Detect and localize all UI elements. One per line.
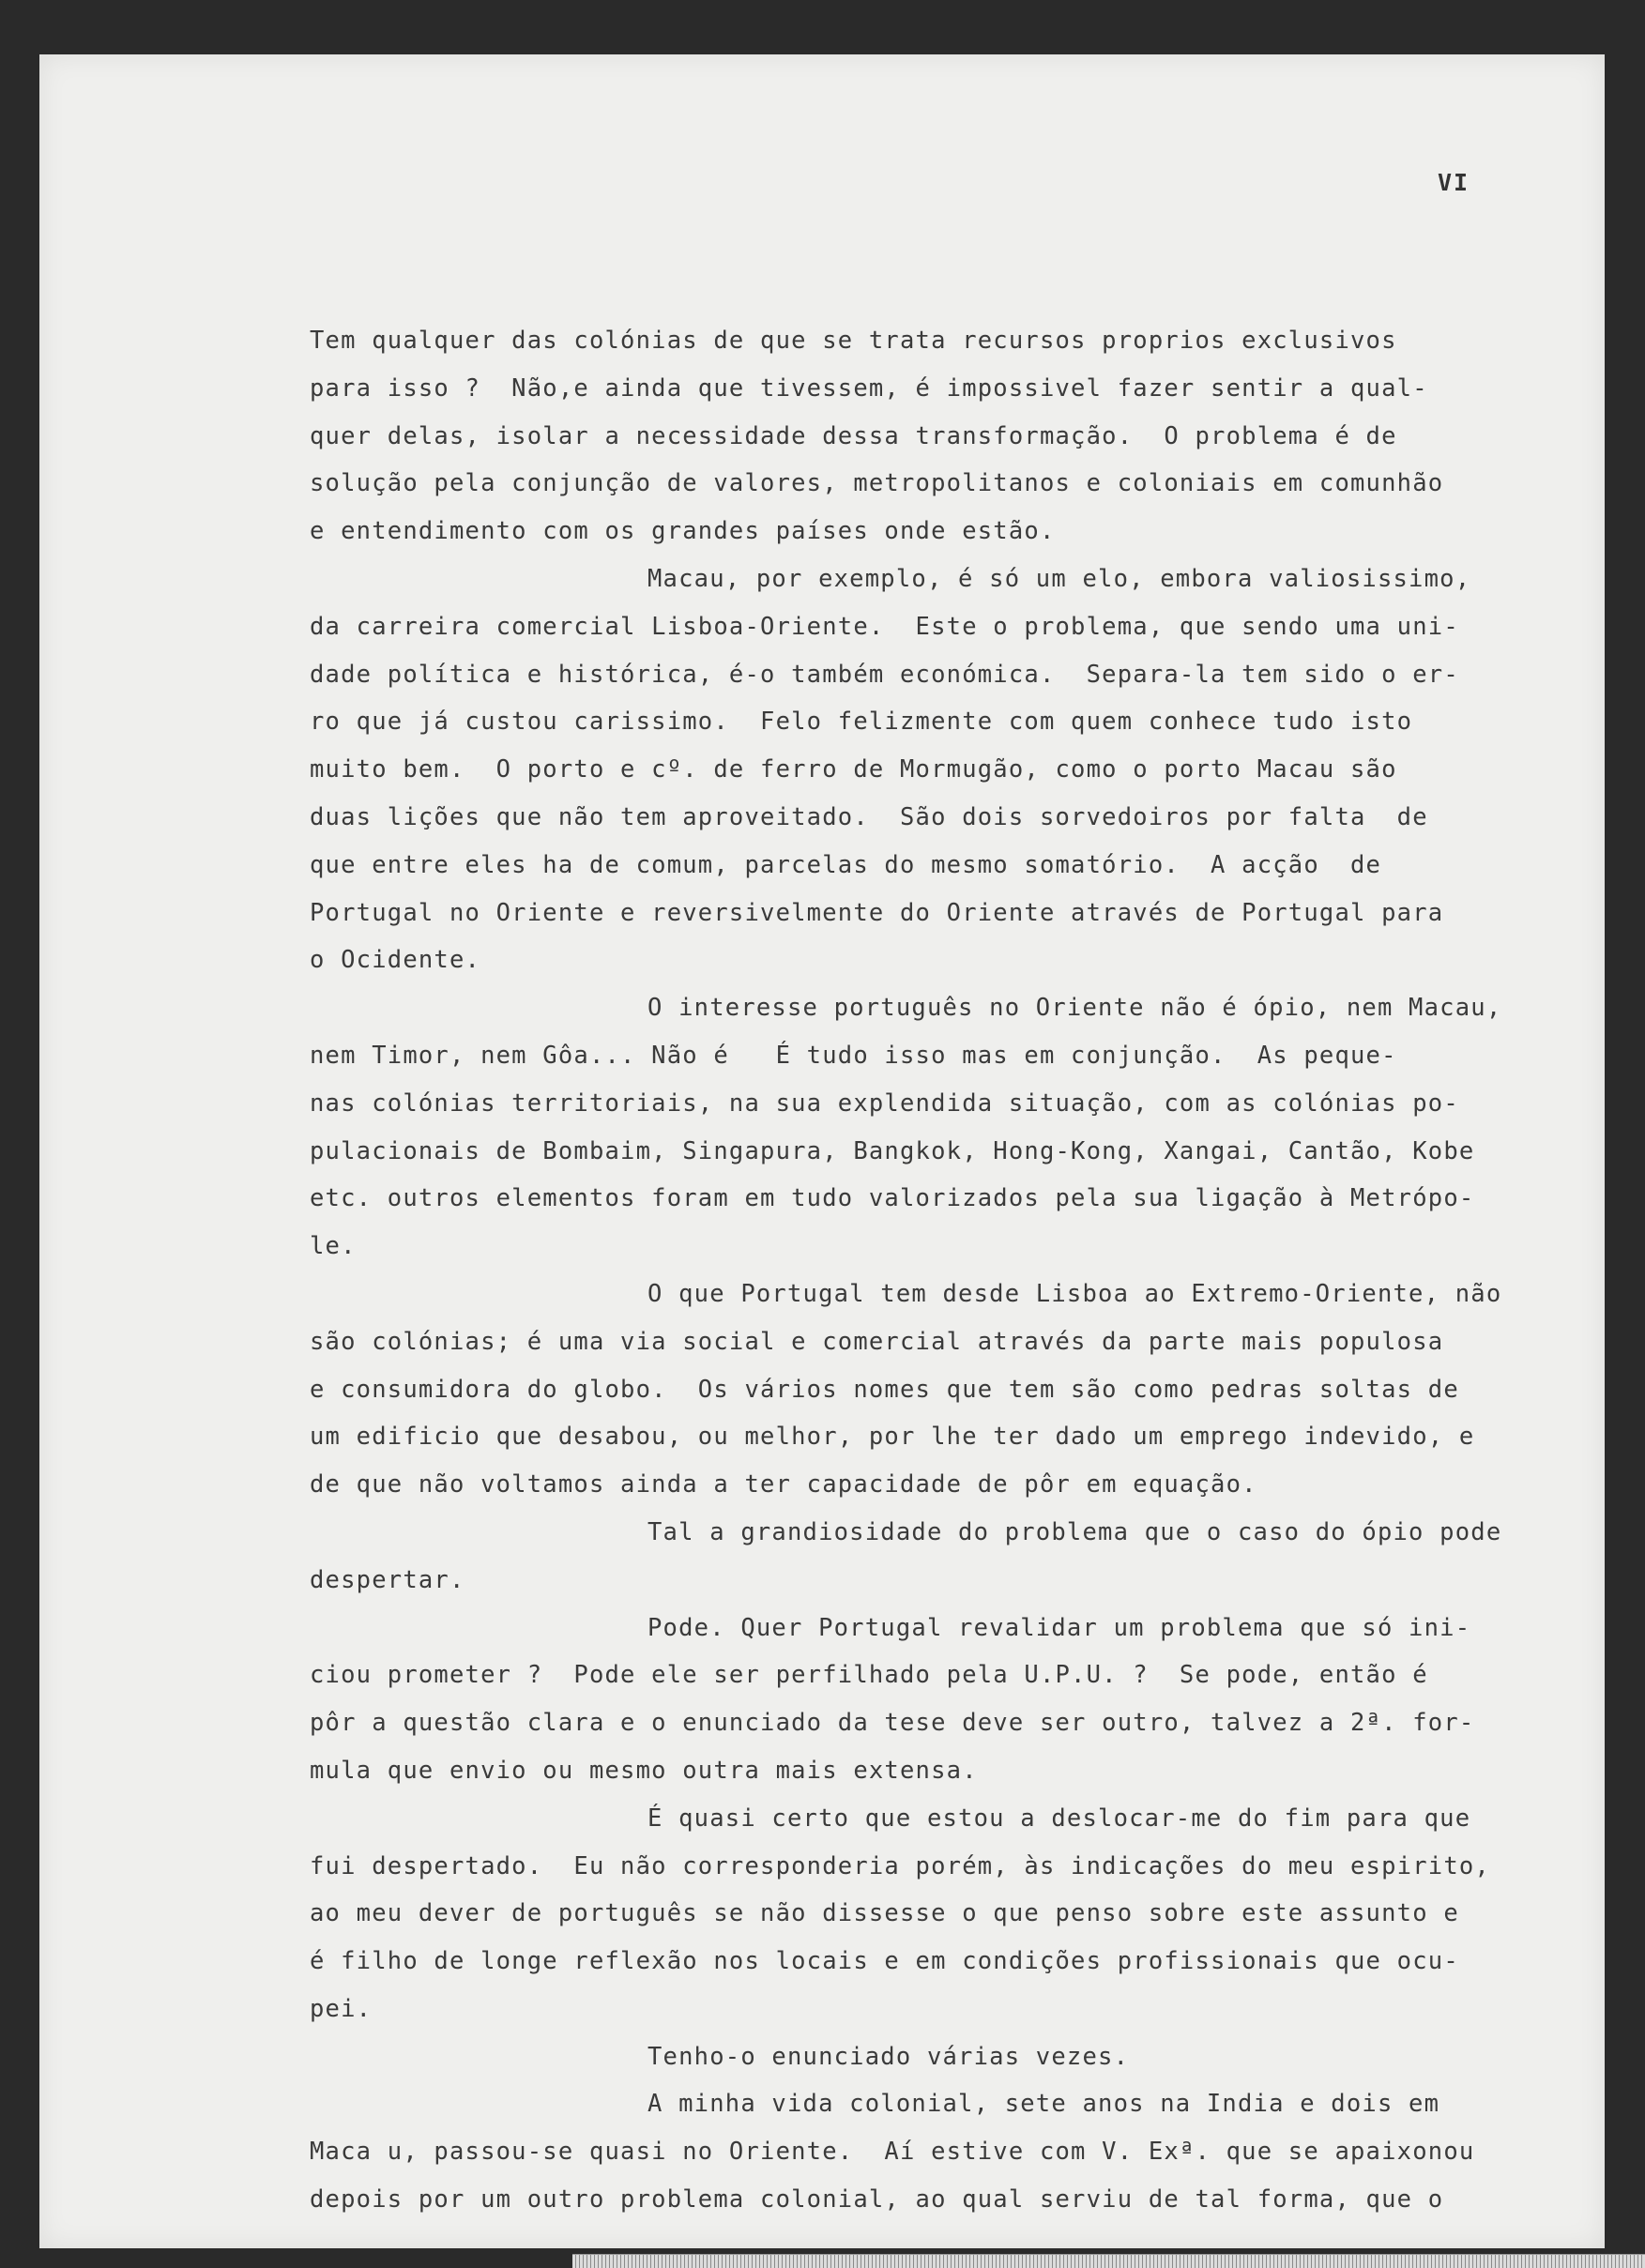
text-line: um edificio que desabou, ou melhor, por lhe ter dado um emprego indevido, e — [310, 1423, 1475, 1452]
text-line: quer delas, isolar a necessidade dessa transformação. O problema é de — [310, 421, 1397, 450]
text-line: Portugal no Oriente e reversivelmente do Oriente através de Portugal para — [310, 898, 1444, 927]
text-line: para isso ? Não,e ainda que tivessem, é impossivel fazer sentir a qual- — [310, 373, 1428, 403]
text-line: muito bem. O porto e cº. de ferro de Mormugão, como o porto Macau são — [310, 755, 1397, 784]
scan-ruler — [572, 2254, 1645, 2268]
text-line: solução pela conjunção de valores, metropolitanos e coloniais em comunhão — [310, 469, 1444, 498]
text-line: ao meu dever de português se não dissesse o que penso sobre este assunto e — [310, 1899, 1459, 1928]
text-line: Tenho-o enunciado várias vezes. — [647, 2042, 1130, 2071]
text-line: Macau, por exemplo, é só um elo, embora valiosissimo, — [647, 564, 1471, 593]
text-line: despertar. — [310, 1565, 465, 1594]
text-line: Maca u, passou-se quasi no Oriente. Aí estive com V. Exª. que se apaixonou — [310, 2138, 1475, 2167]
text-line: mula que envio ou mesmo outra mais extensa. — [310, 1756, 978, 1785]
text-line: Pode. Quer Portugal revalidar um problema que só ini- — [647, 1613, 1471, 1642]
text-line: depois por um outro problema colonial, ao qual serviu de tal forma, que o — [310, 2185, 1444, 2215]
text-line: pulacionais de Bombaim, Singapura, Bangkok, Hong-Kong, Xangai, Cantão, Kobe — [310, 1136, 1475, 1165]
text-line: pôr a questão clara e o enunciado da tese deve ser outro, talvez a 2ª. for- — [310, 1709, 1475, 1738]
text-line: e consumidora do globo. Os vários nomes que tem são como pedras soltas de — [310, 1375, 1459, 1404]
page-number: VI — [1438, 169, 1470, 196]
text-line: Tem qualquer das colónias de que se trata recursos proprios exclusivos — [310, 327, 1397, 355]
text-line: de que não voltamos ainda a ter capacidade de pôr em equação. — [310, 1470, 1257, 1499]
text-line: nas colónias territoriais, na sua explendida situação, com as colónias po- — [310, 1088, 1459, 1118]
text-line: ro que já custou carissimo. Felo felizmente com quem conhece tudo isto — [310, 708, 1413, 737]
text-line: le. — [310, 1232, 357, 1261]
text-line: O interesse português no Oriente não é ópio, nem Macau, — [647, 994, 1502, 1023]
text-line: e entendimento com os grandes países onde estão. — [310, 517, 1056, 546]
text-line: é filho de longe reflexão nos locais e em condições profissionais que ocu- — [310, 1947, 1459, 1976]
text-line: Tal a grandiosidade do problema que o caso do ópio pode — [647, 1517, 1502, 1546]
text-line: dade política e histórica, é-o também económica. Separa-la tem sido o er- — [310, 660, 1459, 689]
text-line: ciou prometer ? Pode ele ser perfilhado pela U.P.U. ? Se pode, então é — [310, 1661, 1428, 1690]
text-line: são colónias; é uma via social e comercial através da parte mais populosa — [310, 1327, 1444, 1356]
text-line: nem Timor, nem Gôa... Não é É tudo isso mas em conjunção. As peque- — [310, 1041, 1397, 1070]
text-line: o Ocidente. — [310, 946, 481, 975]
text-line: O que Portugal tem desde Lisboa ao Extremo-Oriente, não — [647, 1279, 1502, 1308]
text-line: pei. — [310, 1994, 373, 2023]
text-line: etc. outros elementos foram em tudo valorizados pela sua ligação à Metrópo- — [310, 1184, 1475, 1213]
body-text — [310, 317, 1605, 2224]
text-line: que entre eles ha de comum, parcelas do mesmo somatório. A acção de — [310, 850, 1382, 879]
text-line: A minha vida colonial, sete anos na India e dois em — [647, 2090, 1440, 2119]
text-line: da carreira comercial Lisboa-Oriente. Este o problema, que sendo uma uni- — [310, 612, 1459, 641]
text-line: É quasi certo que estou a deslocar-me do fim para que — [647, 1804, 1471, 1833]
text-line: duas lições que não tem aproveitado. São dois sorvedoiros por falta de — [310, 802, 1428, 831]
text-line: fui despertado. Eu não corresponderia porém, às indicações do meu espirito, — [310, 1851, 1490, 1880]
